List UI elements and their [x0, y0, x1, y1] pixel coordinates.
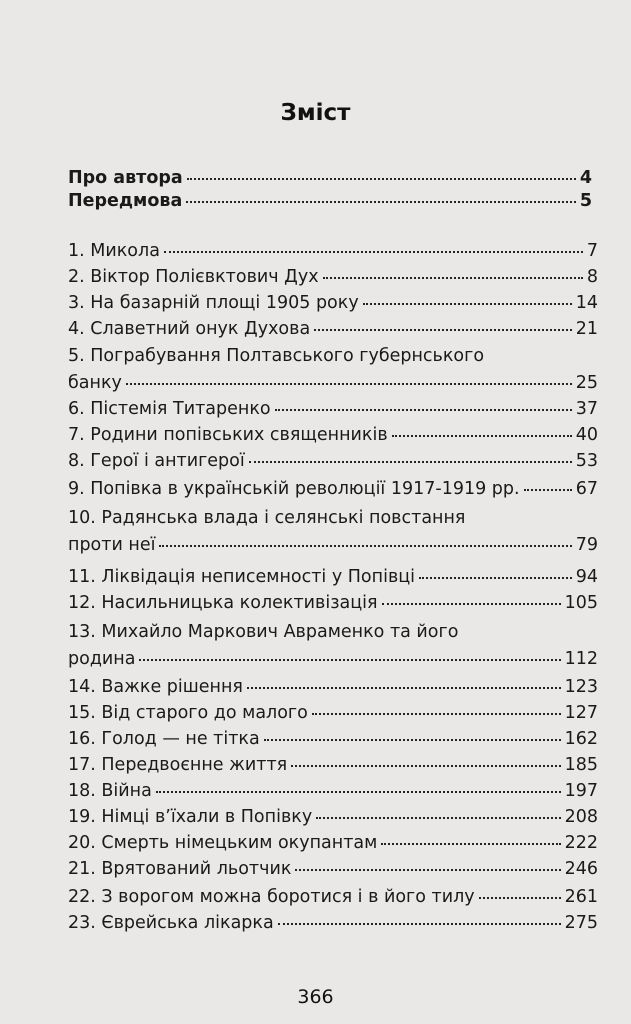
toc-entry-title: 6. Пістемія Титаренко — [68, 399, 271, 419]
dot-leader — [291, 765, 560, 767]
dot-leader — [164, 251, 583, 253]
toc-entry-page: 123 — [564, 677, 598, 697]
toc-entry-title: 12. Насильницька колективізація — [68, 593, 378, 613]
toc-entry — [68, 702, 598, 724]
dot-leader — [524, 489, 572, 491]
toc-entry-page: 208 — [564, 807, 598, 827]
toc-entry — [68, 728, 598, 750]
toc-entry-page: 8 — [586, 267, 598, 287]
toc-entry-title: 11. Ліквідація неписемності у Попівці — [68, 567, 416, 587]
toc-entry — [68, 372, 598, 394]
toc-entry-page: 7 — [586, 241, 598, 261]
toc-entry-page: 67 — [575, 479, 598, 499]
toc-entry-page: 222 — [564, 833, 598, 853]
toc-entry-title: 4. Славетний онук Духова — [68, 319, 311, 339]
toc-entry-page: 79 — [575, 535, 598, 555]
page-number: 366 — [297, 986, 334, 1008]
dot-leader — [187, 178, 576, 180]
dot-leader — [382, 603, 561, 605]
toc-entry-page: 185 — [564, 755, 598, 775]
toc-entry-page: 53 — [575, 451, 598, 471]
dot-leader — [264, 739, 561, 741]
toc-entry-title: 21. Врятований льотчик — [68, 859, 292, 879]
toc-entry-title: 1. Микола — [68, 241, 160, 261]
toc-entry-title: Про автора — [68, 168, 183, 188]
toc-entry — [68, 398, 598, 420]
toc-entry — [68, 912, 598, 934]
toc-entry-title: 14. Важке рішення — [68, 677, 243, 697]
toc-entry-page: 197 — [564, 781, 598, 801]
page-title: Зміст — [280, 100, 351, 126]
toc-entry-title-line1: 13. Михайло Маркович Авраменко та його — [68, 622, 459, 642]
toc-entry — [68, 478, 598, 500]
dot-leader — [363, 303, 572, 305]
toc-entry-page: 261 — [564, 887, 598, 907]
dot-leader — [139, 659, 560, 661]
toc-entry-page: 4 — [579, 168, 592, 188]
dot-leader — [275, 409, 572, 411]
toc-entry-title: родина — [68, 649, 136, 669]
toc-entry-title: 18. Війна — [68, 781, 152, 801]
toc-entry — [68, 592, 598, 614]
toc-entry-page: 112 — [564, 649, 598, 669]
toc-entry-title: 16. Голод — не тітка — [68, 729, 260, 749]
toc-entry — [68, 424, 598, 446]
toc-entry-title: 15. Від старого до малого — [68, 703, 308, 723]
toc-entry-title-line1: 10. Радянська влада і селянські повстання — [68, 508, 466, 528]
toc-entry-title: 8. Герої і антигерої — [68, 451, 245, 471]
dot-leader — [247, 687, 561, 689]
toc-entry-title: Передмова — [68, 191, 183, 211]
toc-entry-title-line1: 5. Пограбування Полтавського губернського — [68, 346, 485, 366]
toc-entry-title: 3. На базарній площі 1905 року — [68, 293, 359, 313]
toc-entry — [68, 648, 598, 670]
toc-entry-title: 22. З ворогом можна боротися і в його тилу — [68, 887, 475, 907]
toc-entry-title: 2. Віктор Полієвктович Дух — [68, 267, 319, 287]
dot-leader — [392, 435, 572, 437]
toc-entry-title: банку — [68, 373, 122, 393]
toc-entry — [68, 676, 598, 698]
dot-leader — [126, 383, 572, 385]
dot-leader — [156, 791, 561, 793]
toc-entry-page: 40 — [575, 425, 598, 445]
toc-entry-title: 19. Німці в’їхали в Попівку — [68, 807, 313, 827]
toc-entry-title: 7. Родини попівських священників — [68, 425, 388, 445]
toc-entry-page: 162 — [564, 729, 598, 749]
toc-entry-page: 25 — [575, 373, 598, 393]
dot-leader — [316, 817, 560, 819]
toc-entry-title: 17. Передвоєнне життя — [68, 755, 288, 775]
toc-entry — [68, 754, 598, 776]
toc-entry — [68, 858, 598, 880]
dot-leader — [381, 843, 560, 845]
toc-entry-title: проти неї — [68, 535, 156, 555]
dot-leader — [186, 201, 576, 203]
dot-leader — [479, 897, 561, 899]
toc-entry-page: 275 — [564, 913, 598, 933]
toc-entry-page: 246 — [564, 859, 598, 879]
toc-entry — [68, 168, 592, 188]
dot-leader — [419, 577, 572, 579]
toc-entry-page: 14 — [575, 293, 598, 313]
dot-leader — [159, 545, 571, 547]
toc-entry — [68, 292, 598, 314]
toc-entry — [68, 886, 598, 908]
toc-entry-page: 37 — [575, 399, 598, 419]
toc-entry — [68, 806, 598, 828]
toc-entry-title: 20. Смерть німецьким окупантам — [68, 833, 378, 853]
dot-leader — [312, 713, 561, 715]
toc-entry — [68, 450, 598, 472]
dot-leader — [295, 869, 560, 871]
toc-entry — [68, 566, 598, 588]
dot-leader — [249, 461, 572, 463]
toc-entry — [68, 832, 598, 854]
dot-leader — [278, 923, 561, 925]
toc-entry — [68, 240, 598, 262]
dot-leader — [314, 329, 572, 331]
toc-entry-page: 5 — [579, 191, 592, 211]
toc-entry-title: 23. Єврейська лікарка — [68, 913, 274, 933]
dot-leader — [323, 277, 583, 279]
toc-entry — [68, 191, 592, 211]
toc-entry-title: 9. Попівка в українській революції 1917-1919 рр. — [68, 479, 520, 499]
toc-entry — [68, 318, 598, 340]
toc-entry — [68, 266, 598, 288]
toc-entry-page: 127 — [564, 703, 598, 723]
toc-entry-page: 105 — [564, 593, 598, 613]
toc-entry-page: 21 — [575, 319, 598, 339]
toc-entry — [68, 534, 598, 556]
toc-entry — [68, 780, 598, 802]
toc-entry-page: 94 — [575, 567, 598, 587]
